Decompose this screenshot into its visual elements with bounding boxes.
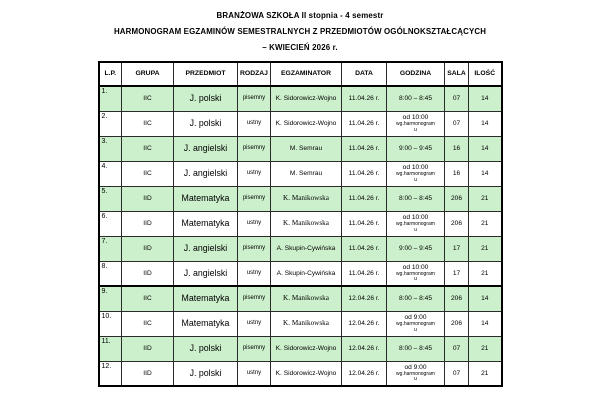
cell-egzaminator: K. Manikowska: [271, 286, 342, 311]
cell-data: 12.04.26 r.: [342, 336, 387, 361]
cell-ilosc: 14: [469, 311, 502, 336]
cell-przedmiot: J. polski: [174, 86, 238, 111]
cell-lp: 6.: [99, 211, 122, 236]
godzina-time: 8:00 – 8:45: [399, 94, 432, 102]
cell-lp: 4.: [99, 161, 122, 186]
table-row: [99, 211, 502, 236]
cell-rodzaj: ustny: [238, 111, 271, 136]
godzina-time: 8:00 – 8:45: [399, 194, 432, 202]
title-line-2: HARMONOGRAM EGZAMINÓW SEMESTRALNYCH Z PRZEDMIOTÓW OGÓLNOKSZTAŁCĄCYCH: [113, 27, 487, 36]
godzina-time: od 10:00: [402, 114, 429, 121]
table-row: [99, 136, 502, 161]
cell-rodzaj: ustny: [238, 361, 271, 386]
cell-data: 12.04.26 r.: [342, 311, 387, 336]
cell-ilosc: 14: [469, 86, 502, 111]
cell-grupa: IID: [122, 361, 174, 386]
cell-ilosc: 14: [469, 286, 502, 311]
cell-sala: 206: [445, 286, 469, 311]
cell-godzina: [387, 261, 445, 286]
cell-lp: 2.: [99, 111, 122, 136]
document-title-block: [0, 0, 600, 56]
column-header-grupa: GRUPA: [122, 62, 174, 86]
cell-egzaminator: A. Skupin-Cywińska: [271, 261, 342, 286]
cell-egzaminator: M. Semrau: [271, 136, 342, 161]
godzina-time: 8:00 – 8:45: [399, 294, 432, 302]
cell-grupa: IID: [122, 186, 174, 211]
cell-przedmiot: J. polski: [174, 111, 238, 136]
godzina-note: wg.harmonogramu: [396, 270, 435, 283]
cell-grupa: IIC: [122, 136, 174, 161]
cell-sala: 16: [445, 161, 469, 186]
cell-ilosc: 14: [469, 111, 502, 136]
table-row: [99, 261, 502, 286]
cell-grupa: IIC: [122, 111, 174, 136]
godzina-note: wg.harmonogramu: [396, 321, 435, 333]
column-header-godzina: GODZINA: [387, 62, 445, 86]
table-row: [99, 86, 502, 111]
cell-lp: 8.: [99, 261, 122, 286]
cell-godzina: [387, 186, 445, 211]
godzina-time: od 9:00: [404, 363, 427, 371]
cell-przedmiot: J. angielski: [174, 136, 238, 161]
godzina-time: 8:00 – 8:45: [399, 344, 432, 352]
cell-grupa: IID: [122, 211, 174, 236]
exam-schedule-table: [98, 61, 503, 387]
cell-data: 11.04.26 r.: [342, 111, 387, 136]
cell-data: 11.04.26 r.: [342, 261, 387, 286]
column-header-sala: SALA: [445, 62, 469, 86]
cell-godzina: [387, 236, 445, 261]
table-row: [99, 336, 502, 361]
cell-godzina: [387, 161, 445, 186]
cell-rodzaj: pisemny: [238, 336, 271, 361]
godzina-time: od 10:00: [402, 214, 429, 221]
cell-sala: 206: [445, 186, 469, 211]
cell-grupa: IIC: [122, 286, 174, 311]
cell-godzina: [387, 311, 445, 336]
cell-sala: 206: [445, 211, 469, 236]
cell-ilosc: 21: [469, 336, 502, 361]
cell-przedmiot: Matematyka: [174, 311, 238, 336]
cell-rodzaj: pisemny: [238, 136, 271, 161]
cell-grupa: IID: [122, 336, 174, 361]
cell-lp: 5.: [99, 186, 122, 211]
cell-godzina: [387, 286, 445, 311]
table-header-row: [99, 62, 502, 86]
cell-przedmiot: Matematyka: [174, 286, 238, 311]
cell-rodzaj: pisemny: [238, 236, 271, 261]
cell-godzina: [387, 211, 445, 236]
cell-grupa: IID: [122, 261, 174, 286]
cell-data: 11.04.26 r.: [342, 236, 387, 261]
cell-data: 11.04.26 r.: [342, 136, 387, 161]
cell-data: 11.04.26 r.: [342, 211, 387, 236]
cell-lp: 9.: [99, 286, 122, 311]
cell-egzaminator: A. Skupin-Cywińska: [271, 236, 342, 261]
cell-przedmiot: J. polski: [174, 361, 238, 386]
cell-data: 11.04.26 r.: [342, 86, 387, 111]
cell-ilosc: 21: [469, 236, 502, 261]
cell-grupa: IIC: [122, 311, 174, 336]
table-row: [99, 111, 502, 136]
cell-sala: 17: [445, 261, 469, 286]
cell-godzina: [387, 111, 445, 136]
cell-przedmiot: J. angielski: [174, 161, 238, 186]
title-line-3: – KWIECIEŃ 2026 r.: [262, 43, 338, 52]
cell-sala: 07: [445, 361, 469, 386]
godzina-time: od 9:00: [404, 314, 427, 321]
cell-sala: 206: [445, 311, 469, 336]
cell-data: 12.04.26 r.: [342, 286, 387, 311]
column-header-przedmiot: PRZEDMIOT: [174, 62, 238, 86]
cell-godzina: [387, 361, 445, 386]
cell-przedmiot: J. angielski: [174, 261, 238, 286]
godzina-time: od 10:00: [402, 263, 429, 271]
cell-egzaminator: M. Semrau: [271, 161, 342, 186]
cell-ilosc: 14: [469, 136, 502, 161]
cell-data: 12.04.26 r.: [342, 361, 387, 386]
table-row: [99, 161, 502, 186]
cell-egzaminator: K. Sidorowicz-Wojno: [271, 336, 342, 361]
cell-rodzaj: pisemny: [238, 186, 271, 211]
cell-rodzaj: ustny: [238, 161, 271, 186]
godzina-note: wg.harmonogramu: [396, 121, 435, 133]
cell-ilosc: 14: [469, 161, 502, 186]
cell-ilosc: 21: [469, 361, 502, 386]
cell-rodzaj: ustny: [238, 261, 271, 286]
table-body: [99, 86, 502, 386]
cell-lp: 12.: [99, 361, 122, 386]
cell-data: 11.04.26 r.: [342, 186, 387, 211]
cell-ilosc: 21: [469, 211, 502, 236]
cell-grupa: IIC: [122, 161, 174, 186]
table-row: [99, 236, 502, 261]
cell-godzina: [387, 86, 445, 111]
cell-lp: 10.: [99, 311, 122, 336]
table-row: [99, 186, 502, 211]
cell-godzina: [387, 336, 445, 361]
cell-egzaminator: K. Manikowska: [271, 311, 342, 336]
cell-ilosc: 21: [469, 261, 502, 286]
godzina-note: wg.harmonogramu: [396, 370, 435, 383]
cell-ilosc: 21: [469, 186, 502, 211]
godzina-time: 9:00 – 9:45: [399, 144, 432, 152]
cell-sala: 07: [445, 336, 469, 361]
cell-egzaminator: K. Sidorowicz-Wojno: [271, 111, 342, 136]
cell-lp: 1.: [99, 86, 122, 111]
table-row: [99, 361, 502, 386]
cell-egzaminator: K. Manikowska: [271, 186, 342, 211]
godzina-time: od 10:00: [402, 164, 429, 171]
column-header-rodzaj: RODZAJ: [238, 62, 271, 86]
title-line-1: BRANŻOWA SZKOŁA II stopnia - 4 semestr: [216, 11, 384, 20]
cell-rodzaj: pisemny: [238, 286, 271, 311]
table-row: [99, 286, 502, 311]
cell-lp: 7.: [99, 236, 122, 261]
column-header-data: DATA: [342, 62, 387, 86]
column-header-ilosc: ILOŚĆ: [469, 62, 502, 86]
cell-sala: 16: [445, 136, 469, 161]
column-header-lp: L.P.: [99, 62, 122, 86]
cell-data: 11.04.26 r.: [342, 161, 387, 186]
cell-przedmiot: J. polski: [174, 336, 238, 361]
cell-lp: 11.: [99, 336, 122, 361]
cell-egzaminator: K. Manikowska: [271, 211, 342, 236]
godzina-note: wg.harmonogramu: [396, 171, 435, 183]
column-header-egzaminator: EGZAMINATOR: [271, 62, 342, 86]
cell-grupa: IID: [122, 236, 174, 261]
godzina-note: wg.harmonogramu: [396, 221, 435, 233]
cell-rodzaj: ustny: [238, 211, 271, 236]
cell-godzina: [387, 136, 445, 161]
cell-przedmiot: J. angielski: [174, 236, 238, 261]
cell-rodzaj: pisemny: [238, 86, 271, 111]
cell-grupa: IIC: [122, 86, 174, 111]
godzina-time: 9:00 – 9:45: [399, 244, 432, 252]
cell-rodzaj: ustny: [238, 311, 271, 336]
cell-przedmiot: Matematyka: [174, 186, 238, 211]
cell-egzaminator: K. Sidorowicz-Wojno: [271, 86, 342, 111]
table-row: [99, 311, 502, 336]
cell-sala: 07: [445, 111, 469, 136]
cell-lp: 3.: [99, 136, 122, 161]
cell-przedmiot: Matematyka: [174, 211, 238, 236]
cell-egzaminator: K. Sidorowicz-Wojno: [271, 361, 342, 386]
cell-sala: 17: [445, 236, 469, 261]
cell-sala: 07: [445, 86, 469, 111]
